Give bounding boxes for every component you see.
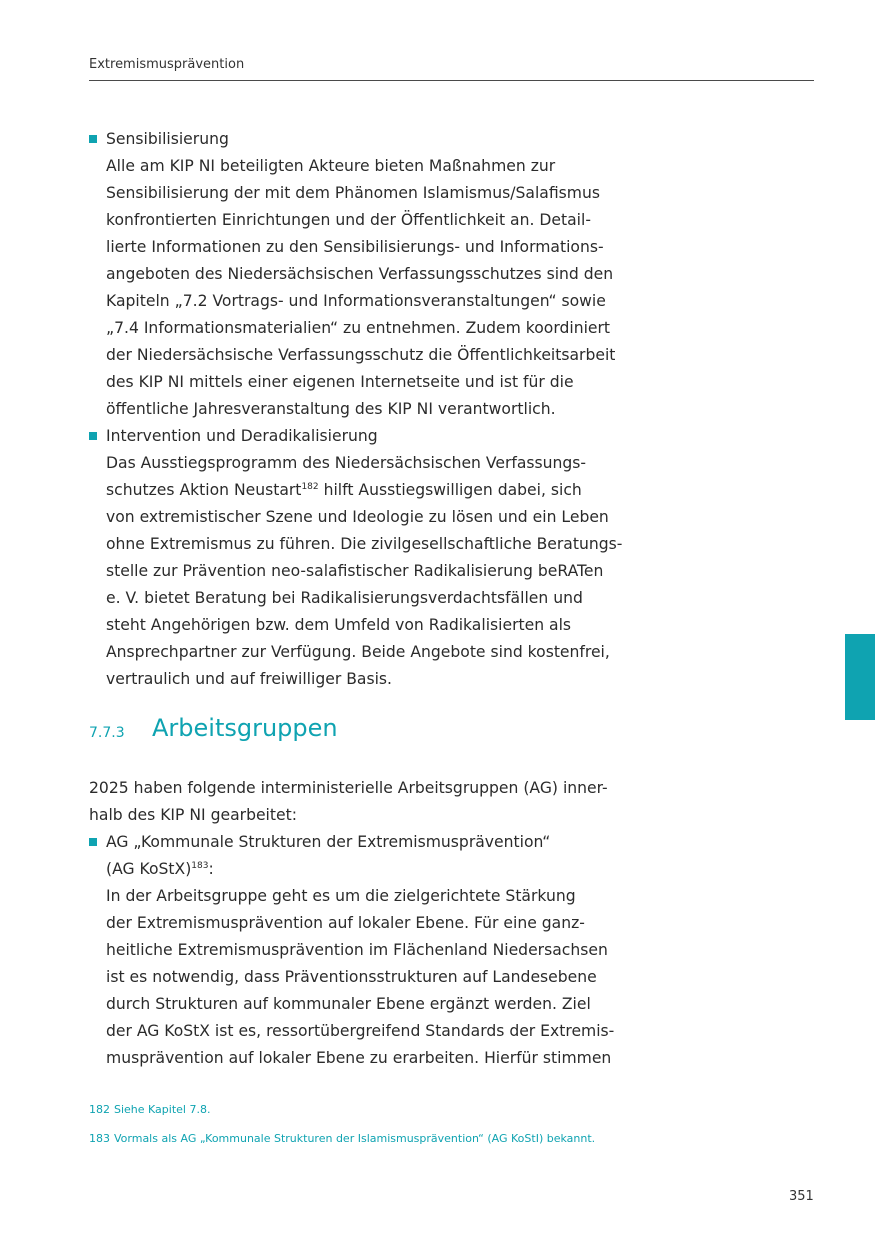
bullet-text: In der Arbeitsgruppe geht es um die zielgerichtete Stärkung der Extremismusprävention auf lokaler Ebene. Für eine ganz- heitliche Extremismusprävention im Flächenland Niedersachsen ist es notwendig, dass Präventionsstrukturen auf Landesebene durch Strukturen auf kommunaler Ebene ergänzt werden. Ziel der AG KoStX ist es, ressortübergreifend Standards der Extremis- musprävention auf lokaler Ebene zu erarbeiten. Hierfür stimmen: [106, 887, 615, 1067]
header-title: Extremismusprävention: [89, 57, 245, 72]
bullet-title-part: (AG KoStX): [106, 860, 192, 878]
intro-paragraph: 2025 haben folgende interministerielle Arbeitsgruppen (AG) inner- halb des KIP NI gearbeitet:: [89, 779, 608, 824]
bullet-section-1: [89, 126, 649, 693]
bullet-title: AG „Kommunale Strukturen der Extremismusprävention“: [106, 833, 551, 851]
bullet-text: Alle am KIP NI beteiligten Akteure bieten Maßnahmen zur Sensibilisierung der mit dem Phänomen Islamismus/Salafismus konfrontierten Einrichtungen und der Öffentlichkeit an. Detail- lierte Informationen zu den Sensibilisierungs- und Informations- angeboten des Niedersächsischen Verfassungsschutzes sind den Kapiteln „7.2 Vortrags- und Informationsveranstaltungen“ sowie „7.4 Informationsmaterialien“ zu entnehmen. Zudem koordiniert der Niedersächsische Verfassungsschutz die Öffentlichkeitsarbeit des KIP NI mittels einer eigenen Internetseite und ist für die öffentliche Jahresveranstaltung des KIP NI verantwortlich.: [106, 157, 616, 418]
bullet-section-2: [89, 775, 649, 1072]
bullet-text: [106, 450, 649, 693]
section-number: 7.7.3: [89, 725, 125, 741]
footnote: [89, 1103, 595, 1117]
chapter-thumb-tab: [845, 634, 875, 720]
page-number: 351: [789, 1189, 814, 1204]
list-item: [89, 423, 649, 693]
footnote-ref-182: 182: [301, 482, 319, 492]
bullet-square-icon: [89, 838, 97, 846]
footnote-text: Vormals als AG „Kommunale Strukturen der Islamismusprävention“ (AG KoStI) bekannt.: [114, 1132, 596, 1145]
section-title: Arbeitsgruppen: [152, 714, 338, 742]
bullet-title: Sensibilisierung: [106, 130, 229, 148]
bullet-title-suffix: :: [208, 860, 214, 878]
bullet-title-line2: [106, 856, 649, 883]
footnote-ref-183: 183: [191, 861, 209, 871]
footnote-text: Siehe Kapitel 7.8.: [114, 1103, 211, 1116]
bullet-square-icon: [89, 135, 97, 143]
footnotes: [89, 1103, 595, 1161]
bullet-title: Intervention und Deradikalisierung: [106, 427, 378, 445]
list-item: [89, 126, 649, 423]
footnote: [89, 1132, 595, 1146]
running-header: [89, 56, 814, 81]
bullet-text-part: Das Ausstiegsprogramm des Niedersächsischen Verfassungs- schutzes Aktion Neustart: [106, 454, 587, 499]
bullet-square-icon: [89, 432, 97, 440]
list-item: [89, 829, 649, 1072]
bullet-text-part: hilft Ausstiegswilligen dabei, sich von extremistischer Szene und Ideologie zu lösen und ein Leben ohne Extremismus zu führen. Die zivilgesellschaftliche Beratungs- stelle zur Prävention neo-salafistischer Radikalisierung beRATen e. V. bietet Beratung bei Radikalisierungsverdachtsfällen und steht Angehörigen bzw. dem Umfeld von Radikalisierten als Ansprechpartner zur Verfügung. Beide Angebote sind kostenfrei, vertraulich und auf freiwilliger Basis.: [106, 481, 623, 688]
bullet-list: [89, 126, 649, 693]
footnote-number: 183: [89, 1132, 110, 1145]
footnote-number: 182: [89, 1103, 110, 1116]
bullet-list: [89, 829, 649, 1072]
